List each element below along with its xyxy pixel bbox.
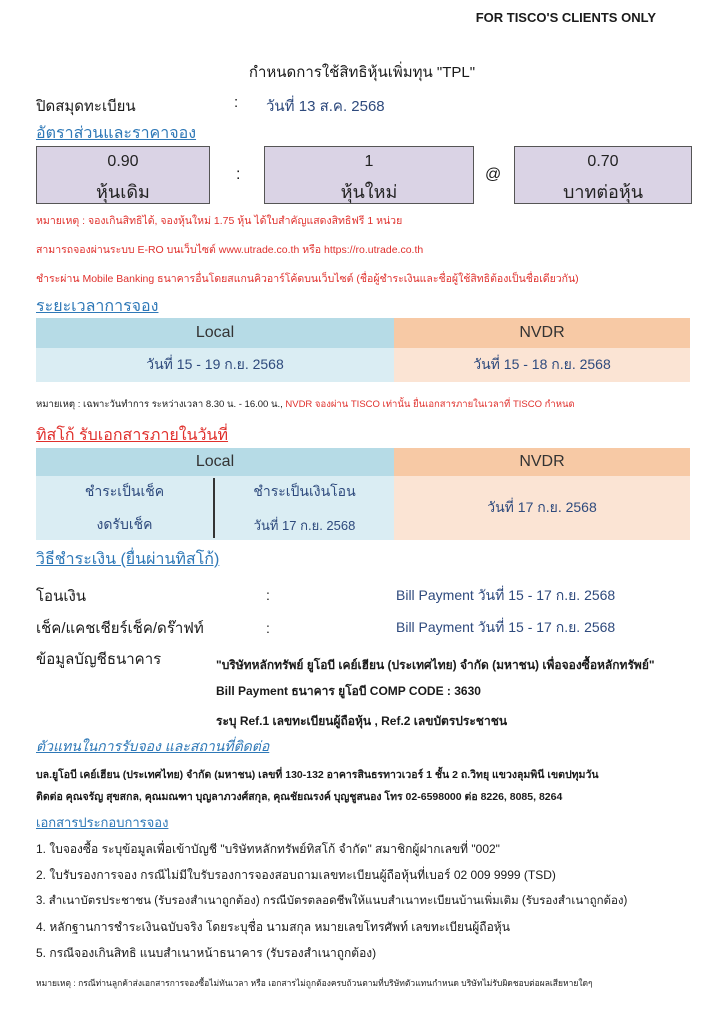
- cheque-label: ชำระเป็นเช็ค: [84, 483, 165, 499]
- docs-nvdr-value: วันที่ 17 ก.ย. 2568: [394, 476, 690, 540]
- record-date-label: ปิดสมุดทะเบียน: [36, 98, 136, 115]
- document-item-1: 1. ใบจองซื้อ ระบุข้อมูลเพื่อเข้าบัญชี "บริษัทหลักทรัพย์ทิสโก้ จำกัด" สมาชิกผู้ฝากเลขที่ "002": [36, 842, 500, 856]
- price-value: 0.70: [587, 153, 619, 170]
- payment-heading: วิธีชำระเงิน (ยื่นผ่านทิสโก้): [36, 551, 220, 568]
- document-item-4: 4. หลักฐานการชำระเงินฉบับจริง โดยระบุชื่อ นามสกุล หมายเลขโทรศัพท์ เลขทะเบียนผู้ถือหุ้น: [36, 920, 510, 934]
- document-item-5: 5. กรณีจองเกินสิทธิ แนบสำเนาหน้าธนาคาร (รับรองสำเนาถูกต้อง): [36, 946, 377, 960]
- ratio-heading: อัตราส่วนและราคาจอง: [36, 125, 197, 142]
- cheque-row-label: เช็ค/แคชเชียร์เช็ค/ดร๊าฟท์: [36, 620, 204, 637]
- price-label: บาทต่อหุ้น: [562, 182, 644, 202]
- period-note-text: หมายเหตุ : เฉพาะวันทำการ ระหว่างเวลา 8.30 น. - 16.00 น.,: [36, 399, 286, 410]
- period-local-value: วันที่ 15 - 19 ก.ย. 2568: [36, 348, 394, 382]
- old-shares-label: หุ้นเดิม: [96, 182, 150, 202]
- page-title: กำหนดการใช้สิทธิหุ้นเพิ่มทุน "TPL": [248, 64, 476, 81]
- bank-line-3: ระบุ Ref.1 เลขทะเบียนผู้ถือหุ้น , Ref.2 เลขบัตรประชาชน: [216, 714, 508, 728]
- period-nvdr-value: วันที่ 15 - 18 ก.ย. 2568: [394, 348, 690, 382]
- period-nvdr-header: NVDR: [394, 318, 690, 348]
- transfer-label: ชำระเป็นเงินโอน: [253, 483, 356, 499]
- cheque-row-value: Bill Payment วันที่ 15 - 17 ก.ย. 2568: [396, 619, 616, 635]
- bank-line-1: "บริษัทหลักทรัพย์ ยูโอบี เคย์เฮียน (ประเทศไทย) จำกัด (มหาชน) เพื่อจองซื้อหลักทรัพย์": [216, 658, 655, 672]
- cheque-row-colon: :: [266, 620, 270, 636]
- agent-line-1: บล.ยูโอบี เคย์เฮียน (ประเทศไทย) จำกัด (มหาชน) เลขที่ 130-132 อาคารสินธรทาวเวอร์ 1 ชั้น 2 ถ.วิทยุ แขวงลุมพินี เขตปทุมวัน: [36, 769, 599, 781]
- record-date-value: วันที่ 13 ส.ค. 2568: [266, 98, 385, 115]
- period-note: [36, 397, 575, 412]
- period-note-red: NVDR จองผ่าน TISCO เท่านั้น ยื่นเอกสารภายในเวลาที่ TISCO กำหนด: [285, 399, 575, 410]
- new-shares-value: 1: [364, 153, 374, 170]
- period-heading: ระยะเวลาการจอง: [36, 298, 159, 315]
- at-symbol: @: [485, 166, 502, 183]
- document-item-3: 3. สำเนาบัตรประชาชน (รับรองสำเนาถูกต้อง) กรณีบัตรตลอดชีพให้แนบสำเนาทะเบียนบ้านเพิ่มเติม (รับรองสำเนาถูกต้อง): [36, 895, 628, 907]
- transfer-value: วันที่ 17 ก.ย. 2568: [253, 517, 356, 533]
- document-item-2: 2. ใบรับรองการจอง กรณีไม่มีใบรับรองการจองสอบถามเลขทะเบียนผู้ถือหุ้นที่เบอร์ 02 009 9999 (TSD): [36, 868, 556, 882]
- old-shares-value: 0.90: [107, 153, 139, 170]
- old-shares-box: [36, 146, 210, 204]
- ratio-note-1: หมายเหตุ : จองเกินสิทธิได้, จองหุ้นใหม่ 1.75 หุ้น ได้ใบสำคัญแสดงสิทธิฟรี 1 หน่วย: [36, 215, 403, 227]
- ratio-note-2: สามารถจองผ่านระบบ E-RO บนเว็บไซต์ www.utrade.co.th หรือ https://ro.utrade.co.th: [36, 244, 424, 256]
- bank-line-2: Bill Payment ธนาคาร ยูโอบี COMP CODE : 3630: [216, 684, 481, 698]
- price-box: [514, 146, 692, 204]
- new-shares-label: หุ้นใหม่: [340, 182, 398, 202]
- transfer-row-label: โอนเงิน: [36, 588, 87, 605]
- agent-line-2: ติดต่อ คุณจรัญ สุขสกล, คุณมณฑา บุญลาภวงศ์สกุล, คุณชัยณรงค์ บุญชูสนอง โทร 02-6598000 ต่อ 8226, 8085, 8264: [36, 791, 563, 803]
- docs-table: [36, 448, 690, 540]
- transfer-row-colon: :: [266, 587, 270, 603]
- bank-label: ข้อมูลบัญชีธนาคาร: [36, 651, 162, 668]
- record-date-colon: :: [234, 94, 239, 111]
- footnote: หมายเหตุ : กรณีท่านลูกค้าส่งเอกสารการจองซื้อไม่ทันเวลา หรือ เอกสารไม่ถูกต้องครบถ้วนตามที่บริษัทตัวแทนกำหนด บริษัทไม่รับผิดชอบต่อผลเสียหายใดๆ: [36, 978, 593, 988]
- new-shares-box: [264, 146, 474, 204]
- cheque-value: งดรับเช็ค: [96, 516, 153, 532]
- transfer-row-value: Bill Payment วันที่ 15 - 17 ก.ย. 2568: [396, 587, 616, 603]
- clients-only-note: FOR TISCO'S CLIENTS ONLY: [475, 10, 656, 25]
- docs-local-header: Local: [36, 448, 394, 476]
- docs-heading: ทิสโก้ รับเอกสารภายในวันที่: [36, 427, 229, 444]
- ratio-colon: :: [236, 166, 241, 183]
- docs-nvdr-header: NVDR: [394, 448, 690, 476]
- documents-heading: เอกสารประกอบการจอง: [36, 815, 169, 830]
- ratio-note-3: ชำระผ่าน Mobile Banking ธนาคารอื่นโดยสแกนคิวอาร์โค้ดบนเว็บไซต์ (ชื่อผู้ชำระเงินและชื่อผู้ใช้สิทธิต้องเป็นชื่อเดียวกัน): [36, 273, 579, 285]
- period-local-header: Local: [36, 318, 394, 348]
- agent-heading: ตัวแทนในการรับจอง และสถานที่ติดต่อ: [36, 738, 270, 754]
- period-table: [36, 318, 690, 382]
